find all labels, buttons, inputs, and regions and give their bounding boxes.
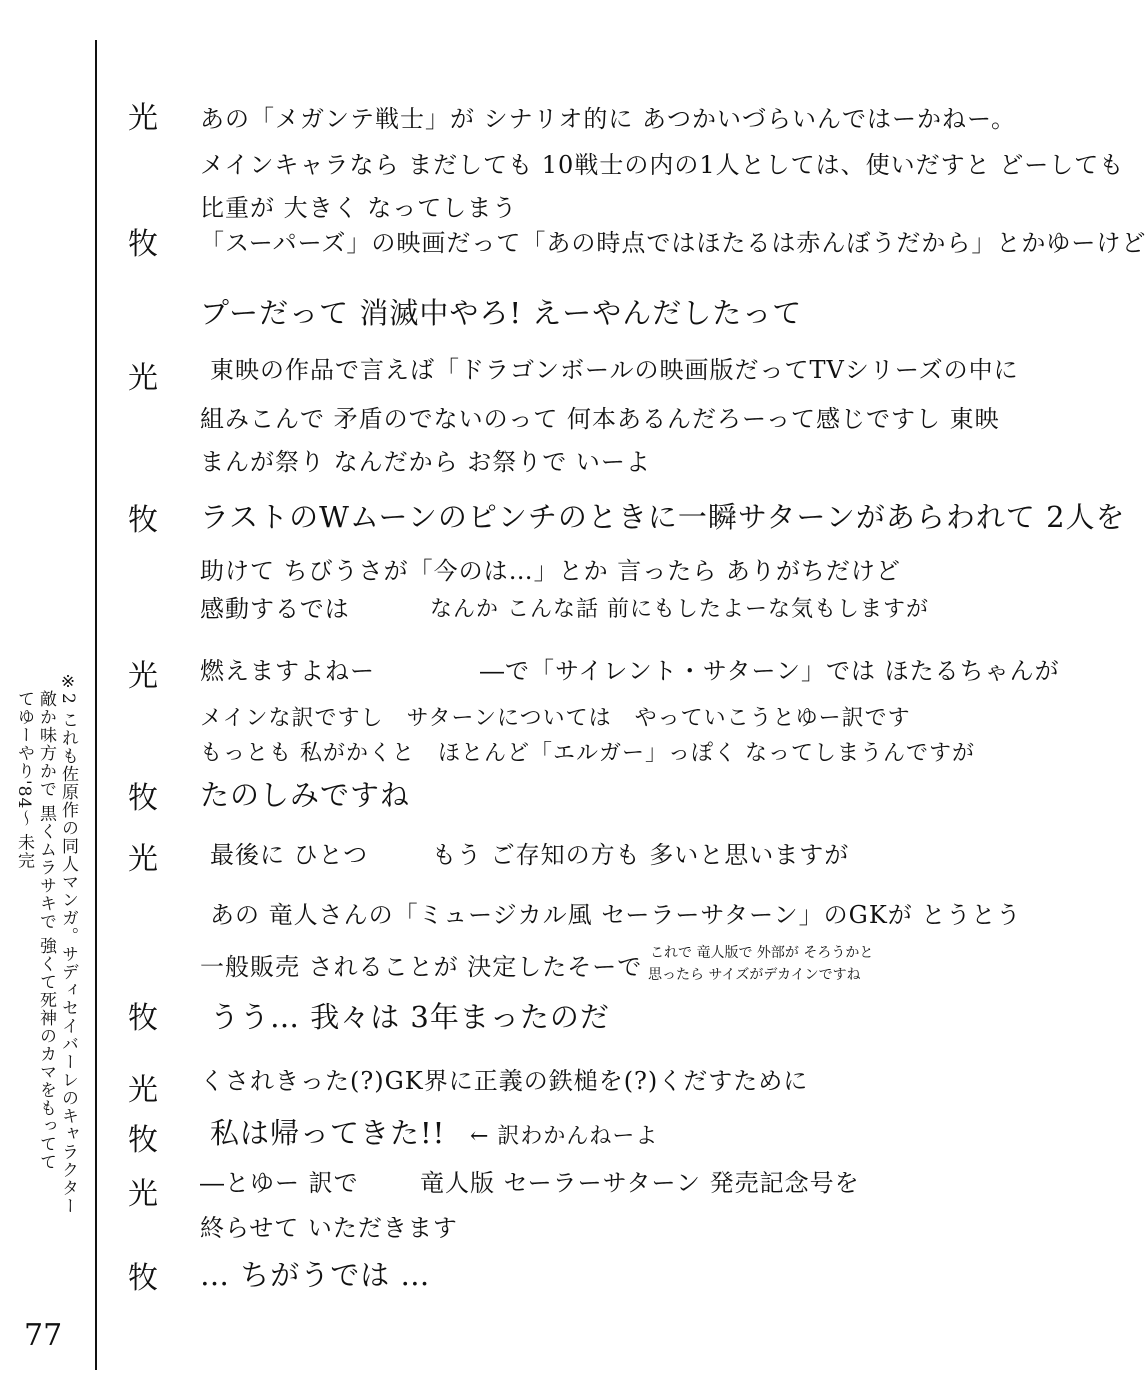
dialogue-line: ラストのWムーンのピンチのときに一瞬サターンがあらわれて 2人を — [200, 500, 1126, 534]
speaker-label: 牧 — [128, 781, 158, 816]
dialogue-line: 組みこんで 矛盾のでないのって 何本あるんだろーって感じですし 東映 — [200, 405, 1000, 433]
dialogue-line: プーだって 消滅中やろ! えーやんだしたって — [200, 296, 803, 330]
dialogue-line: 東映の作品で言えば「ドラゴンボールの映画版だってTVシリーズの中に — [210, 356, 1019, 384]
dialogue-line: 感動するでは — [200, 595, 350, 623]
dialogue-line: 終らせて いただきます — [200, 1214, 458, 1242]
dialogue-line: 一般販売 されることが 決定したそーで — [200, 953, 643, 981]
dialogue-line: 最後に ひとつ — [210, 841, 369, 869]
dialogue-line: なんか こんな話 前にもしたよーな気もしますが — [430, 597, 929, 622]
dialogue-line: ―とゆー 訳で — [200, 1169, 359, 1197]
dialogue-line: あの 竜人さんの「ミュージカル風 セーラーサターン」のGKが とうとう — [210, 901, 1022, 929]
aside-note-line: 思ったら サイズがデカインですね — [648, 967, 861, 983]
speaker-label: 光 — [128, 1177, 158, 1212]
speaker-label: 牧 — [128, 227, 158, 262]
panel-border — [95, 40, 97, 1370]
dialogue-line: ―で「サイレント・サターン」では ほたるちゃんが — [480, 657, 1060, 685]
dialogue-line: メインキャラなら まだしても 10戦士の内の1人としては、使いだすと どーしても — [200, 151, 1125, 179]
dialogue-line: 竜人版 セーラーサターン 発売記念号を — [420, 1169, 860, 1197]
dialogue-line: うう… 我々は 3年まったのだ — [210, 1000, 610, 1034]
dialogue-line: あの「メガンテ戦士」が シナリオ的に あつかいづらいんではーかねー。 — [200, 105, 1017, 133]
dialogue-line: メインな訳ですし サターンについては やっていこうとゆー訳です — [200, 706, 911, 731]
speaker-label: 光 — [128, 101, 158, 136]
dialogue-line: 私は帰ってきた!! — [210, 1116, 446, 1150]
speaker-label: 牧 — [128, 1261, 158, 1296]
page-number: 77 — [24, 1318, 63, 1353]
dialogue-line: もっとも 私がかくと ほとんど「エルガー」っぽく なってしまうんですが — [200, 741, 975, 766]
speaker-label: 光 — [128, 1073, 158, 1108]
dialogue-line: … ちがうでは … — [200, 1258, 431, 1292]
dialogue-line: もう ご存知の方も 多いと思いますが — [432, 841, 850, 869]
speaker-label: 牧 — [128, 1123, 158, 1158]
dialogue-line: くされきった(?)GK界に正義の鉄槌を(?)くだすために — [200, 1067, 809, 1095]
speaker-label: 牧 — [128, 1001, 158, 1036]
footnote-column-2: 敵か味方かで 黒くムラサキで 強くて死神のカマをもってて — [36, 690, 56, 1171]
speaker-label: 牧 — [128, 503, 158, 538]
dialogue-line: ← 訳わかんねーよ — [470, 1124, 659, 1149]
dialogue-line: たのしみですね — [200, 778, 411, 812]
footnote-column-3: てゆーやり'84〜 未完 — [14, 690, 34, 870]
dialogue-line: 比重が 大きく なってしまう — [200, 194, 518, 222]
speaker-label: 光 — [128, 361, 158, 396]
speaker-label: 光 — [128, 659, 158, 694]
dialogue-line: 助けて ちびうさが「今のは…」とか 言ったら ありがちだけど — [200, 557, 901, 585]
footnote-column-1: ※2 これも佐原作の同人マンガ。サディセイバーレのキャラクター — [58, 672, 78, 1216]
dialogue-line: まんが祭り なんだから お祭りで いーよ — [200, 448, 651, 476]
dialogue-line: 「スーパーズ」の映画だって「あの時点ではほたるは赤んぼうだから」とかゆーけど — [200, 229, 1146, 257]
speaker-label: 光 — [128, 842, 158, 877]
dialogue-line: 燃えますよねー — [200, 657, 375, 685]
aside-note-line: これで 竜人版で 外部が そろうかと — [650, 945, 874, 961]
